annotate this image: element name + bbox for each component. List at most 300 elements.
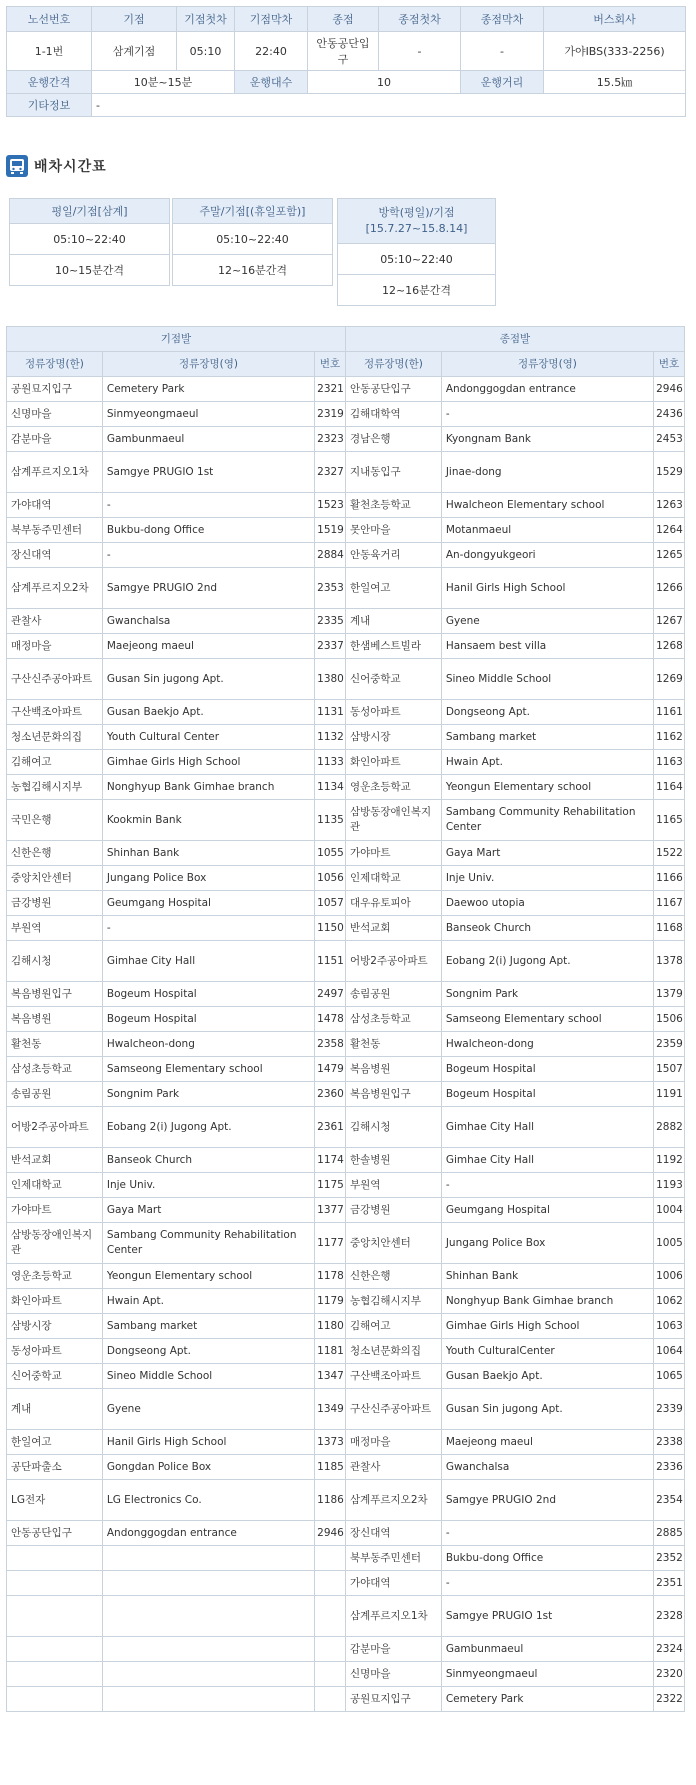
outbound-stop-name-en	[102, 1571, 314, 1596]
inbound-stop-name-kr: 공원묘지입구	[345, 1687, 441, 1712]
table-row	[7, 775, 685, 800]
inbound-stop-number: 1167	[654, 891, 685, 916]
inbound-stop-name-en: Bogeum Hospital	[441, 1082, 653, 1107]
outbound-stop-name-kr: 안동공단입구	[7, 1521, 103, 1546]
inbound-stop-name-kr: 활천초등학교	[345, 493, 441, 518]
inbound-stop-name-kr: 대우유토피아	[345, 891, 441, 916]
outbound-stop-name-en	[102, 1662, 314, 1687]
outbound-stop-number: 1523	[315, 493, 346, 518]
outbound-stop-name-kr	[7, 1637, 103, 1662]
outbound-stop-name-kr: 부원역	[7, 916, 103, 941]
inbound-stop-name-kr: 중앙치안센터	[345, 1223, 441, 1264]
inbound-stop-number: 2338	[654, 1430, 685, 1455]
table-row	[7, 1173, 685, 1198]
header-end-first: 종점첫차	[379, 7, 461, 32]
inbound-stop-name-en: Samgye PRUGIO 1st	[441, 1596, 653, 1637]
inbound-stop-name-en: Eobang 2(i) Jugong Apt.	[441, 941, 653, 982]
table-row	[7, 1339, 685, 1364]
inbound-stop-name-en: Daewoo utopia	[441, 891, 653, 916]
table-row	[7, 866, 685, 891]
outbound-stop-number: 1478	[315, 1007, 346, 1032]
route-end-first: -	[379, 32, 461, 71]
timetable-period: [15.7.27~15.8.14]	[365, 222, 468, 235]
inbound-stop-name-kr: 가야마트	[345, 841, 441, 866]
inbound-stop-name-kr: 활천동	[345, 1032, 441, 1057]
outbound-stop-name-kr: 활천동	[7, 1032, 103, 1057]
outbound-stop-name-en: Samgye PRUGIO 1st	[102, 452, 314, 493]
table-row	[7, 1455, 685, 1480]
inbound-stop-name-kr: 북부동주민센터	[345, 1546, 441, 1571]
inbound-stop-name-en: Songnim Park	[441, 982, 653, 1007]
table-row	[7, 891, 685, 916]
inbound-stop-name-kr: 화인아파트	[345, 750, 441, 775]
outbound-stop-name-en: -	[102, 543, 314, 568]
col-stop-no: 번호	[654, 352, 685, 377]
inbound-stop-number: 1165	[654, 800, 685, 841]
outbound-stop-name-en: Kookmin Bank	[102, 800, 314, 841]
inbound-stop-name-kr: 신명마을	[345, 1662, 441, 1687]
inbound-stop-number: 1062	[654, 1289, 685, 1314]
inbound-stop-name-kr: 신어중학교	[345, 659, 441, 700]
inbound-stop-number: 2436	[654, 402, 685, 427]
outbound-stop-name-en	[102, 1596, 314, 1637]
table-row	[7, 1007, 685, 1032]
outbound-stop-name-kr: 장신대역	[7, 543, 103, 568]
outbound-stop-name-kr: 청소년문화의집	[7, 725, 103, 750]
inbound-stop-number: 2885	[654, 1521, 685, 1546]
outbound-stop-name-kr: 김해시청	[7, 941, 103, 982]
outbound-stop-name-en: Gusan Baekjo Apt.	[102, 700, 314, 725]
outbound-stop-name-en: Andonggogdan entrance	[102, 1521, 314, 1546]
inbound-stop-number: 1506	[654, 1007, 685, 1032]
from-end-header: 종점발	[345, 327, 684, 352]
outbound-stop-name-en: Nonghyup Bank Gimhae branch	[102, 775, 314, 800]
inbound-stop-name-kr: 구산백조아파트	[345, 1364, 441, 1389]
table-row	[7, 493, 685, 518]
timetable-title: 평일/기점[삼계]	[10, 199, 170, 224]
inbound-stop-name-kr: 구산신주공아파트	[345, 1389, 441, 1430]
inbound-stop-name-en: Inje Univ.	[441, 866, 653, 891]
inbound-stop-number: 1193	[654, 1173, 685, 1198]
table-row	[7, 1364, 685, 1389]
outbound-stop-name-en: -	[102, 493, 314, 518]
inbound-stop-name-en: Gwanchalsa	[441, 1455, 653, 1480]
from-start-header: 기점발	[7, 327, 346, 352]
outbound-stop-name-en	[102, 1546, 314, 1571]
inbound-stop-number: 1192	[654, 1148, 685, 1173]
table-row	[7, 1264, 685, 1289]
outbound-stop-name-kr: 농협김해시지부	[7, 775, 103, 800]
table-row	[7, 659, 685, 700]
inbound-stop-number: 1378	[654, 941, 685, 982]
inbound-stop-name-kr: 금강병원	[345, 1198, 441, 1223]
outbound-stop-number	[315, 1546, 346, 1571]
inbound-stop-number: 1522	[654, 841, 685, 866]
inbound-stop-name-kr: 영운초등학교	[345, 775, 441, 800]
table-row	[7, 427, 685, 452]
table-row	[7, 1198, 685, 1223]
outbound-stop-name-kr: 김해여고	[7, 750, 103, 775]
outbound-stop-name-en: Youth Cultural Center	[102, 725, 314, 750]
outbound-stop-number: 1132	[315, 725, 346, 750]
outbound-stop-name-en: Gimhae City Hall	[102, 941, 314, 982]
inbound-stop-name-en: Motanmaeul	[441, 518, 653, 543]
outbound-stop-name-en: Gimhae Girls High School	[102, 750, 314, 775]
table-row	[7, 1662, 685, 1687]
outbound-stop-name-kr: 삼계푸르지오1차	[7, 452, 103, 493]
inbound-stop-name-en: Yeongun Elementary school	[441, 775, 653, 800]
inbound-stop-name-en: Hwain Apt.	[441, 750, 653, 775]
inbound-stop-number: 1164	[654, 775, 685, 800]
section-title-text: 배차시간표	[34, 159, 107, 175]
inbound-stop-number: 1267	[654, 609, 685, 634]
inbound-stop-name-kr: 감분마을	[345, 1637, 441, 1662]
outbound-stop-name-en: Samseong Elementary school	[102, 1057, 314, 1082]
inbound-stop-number: 1263	[654, 493, 685, 518]
inbound-stop-number: 1268	[654, 634, 685, 659]
inbound-stop-name-en: Gimhae Girls High School	[441, 1314, 653, 1339]
inbound-stop-name-en: Maejeong maeul	[441, 1430, 653, 1455]
inbound-stop-number: 2328	[654, 1596, 685, 1637]
outbound-stop-number: 1177	[315, 1223, 346, 1264]
outbound-stop-number: 2358	[315, 1032, 346, 1057]
outbound-stop-number: 1151	[315, 941, 346, 982]
outbound-stop-name-kr: 동성아파트	[7, 1339, 103, 1364]
outbound-stop-number: 1179	[315, 1289, 346, 1314]
outbound-stop-number: 2319	[315, 402, 346, 427]
outbound-stop-name-kr: 인제대학교	[7, 1173, 103, 1198]
outbound-stop-number: 2361	[315, 1107, 346, 1148]
inbound-stop-name-kr: 농협김해시지부	[345, 1289, 441, 1314]
table-row	[7, 1057, 685, 1082]
inbound-stop-name-kr: 김해대학역	[345, 402, 441, 427]
inbound-stop-name-kr: 삼계푸르지오1차	[345, 1596, 441, 1637]
timetable-interval: 12~16분간격	[338, 275, 496, 306]
outbound-stop-name-en: Hanil Girls High School	[102, 1430, 314, 1455]
inbound-stop-name-kr: 복음병원	[345, 1057, 441, 1082]
inbound-stop-name-en: Gusan Sin jugong Apt.	[441, 1389, 653, 1430]
table-row	[7, 1637, 685, 1662]
route-no: 1-1번	[7, 32, 92, 71]
inbound-stop-number: 1163	[654, 750, 685, 775]
outbound-stop-name-en: Bukbu-dong Office	[102, 518, 314, 543]
timetable-title-cell	[338, 199, 496, 244]
outbound-stop-number: 1181	[315, 1339, 346, 1364]
outbound-stop-name-kr: 삼방동장애인복지관	[7, 1223, 103, 1264]
inbound-stop-name-en: Gimhae City Hall	[441, 1148, 653, 1173]
route-start: 삼계기점	[92, 32, 177, 71]
outbound-stop-number: 1519	[315, 518, 346, 543]
outbound-stop-name-kr: 매정마을	[7, 634, 103, 659]
timetable-vacation	[337, 198, 496, 306]
inbound-stop-name-kr: 김해여고	[345, 1314, 441, 1339]
inbound-stop-name-en: Youth CulturalCenter	[441, 1339, 653, 1364]
outbound-stop-name-kr: 공원묘지입구	[7, 377, 103, 402]
outbound-stop-number: 1479	[315, 1057, 346, 1082]
outbound-stop-number: 1057	[315, 891, 346, 916]
inbound-stop-number: 1168	[654, 916, 685, 941]
inbound-stop-number: 1006	[654, 1264, 685, 1289]
inbound-stop-name-kr: 안동공단입구	[345, 377, 441, 402]
outbound-stop-name-kr: 구산백조아파트	[7, 700, 103, 725]
outbound-stop-name-kr: 신한은행	[7, 841, 103, 866]
route-bus-company: 가야IBS(333-2256)	[544, 32, 686, 71]
timetable-title: 주말/기점[(휴일포함)]	[173, 199, 333, 224]
inbound-stop-number: 2352	[654, 1546, 685, 1571]
inbound-stop-number: 1265	[654, 543, 685, 568]
section-title	[6, 154, 107, 178]
outbound-stop-name-en: Bogeum Hospital	[102, 982, 314, 1007]
table-row	[7, 609, 685, 634]
inbound-stop-name-en: Samgye PRUGIO 2nd	[441, 1480, 653, 1521]
outbound-stop-number: 2327	[315, 452, 346, 493]
inbound-stop-number: 1063	[654, 1314, 685, 1339]
outbound-stop-number	[315, 1662, 346, 1687]
table-row	[7, 402, 685, 427]
inbound-stop-name-en: -	[441, 402, 653, 427]
outbound-stop-name-en: Yeongun Elementary school	[102, 1264, 314, 1289]
inbound-stop-number: 2354	[654, 1480, 685, 1521]
inbound-stop-name-en: Cemetery Park	[441, 1687, 653, 1712]
outbound-stop-name-kr: 복음병원입구	[7, 982, 103, 1007]
table-row	[7, 1571, 685, 1596]
outbound-stop-name-en: Gwanchalsa	[102, 609, 314, 634]
table-row	[7, 700, 685, 725]
inbound-stop-name-en: An-dongyukgeori	[441, 543, 653, 568]
inbound-stop-name-kr: 가야대역	[345, 1571, 441, 1596]
inbound-stop-name-en: -	[441, 1173, 653, 1198]
count-label: 운행대수	[235, 71, 308, 94]
outbound-stop-name-en: Jungang Police Box	[102, 866, 314, 891]
inbound-stop-number: 2351	[654, 1571, 685, 1596]
interval-label: 운행간격	[7, 71, 92, 94]
inbound-stop-number: 1064	[654, 1339, 685, 1364]
outbound-stop-number: 2353	[315, 568, 346, 609]
inbound-stop-number: 2453	[654, 427, 685, 452]
outbound-stop-name-kr: 삼계푸르지오2차	[7, 568, 103, 609]
inbound-stop-name-kr: 한일여고	[345, 568, 441, 609]
inbound-stop-name-en: Jinae-dong	[441, 452, 653, 493]
inbound-stop-number: 1191	[654, 1082, 685, 1107]
inbound-stop-name-en: Geumgang Hospital	[441, 1198, 653, 1223]
outbound-stop-name-kr: 신명마을	[7, 402, 103, 427]
outbound-stop-number	[315, 1687, 346, 1712]
timetable-time: 05:10~22:40	[173, 224, 333, 255]
distance-value: 15.5㎞	[544, 71, 686, 94]
table-row	[7, 543, 685, 568]
route-end-last: -	[461, 32, 544, 71]
inbound-stop-number: 1529	[654, 452, 685, 493]
outbound-stop-name-en: Sambang market	[102, 1314, 314, 1339]
inbound-stop-name-kr: 인제대학교	[345, 866, 441, 891]
stops-body	[7, 377, 685, 1712]
outbound-stop-number: 1174	[315, 1148, 346, 1173]
outbound-stop-name-en: Geumgang Hospital	[102, 891, 314, 916]
outbound-stop-name-kr: 영운초등학교	[7, 1264, 103, 1289]
table-row	[7, 1032, 685, 1057]
outbound-stop-name-kr: 송림공원	[7, 1082, 103, 1107]
outbound-stop-name-en: Eobang 2(i) Jugong Apt.	[102, 1107, 314, 1148]
inbound-stop-name-kr: 삼성초등학교	[345, 1007, 441, 1032]
inbound-stop-name-en: Banseok Church	[441, 916, 653, 941]
outbound-stop-number: 2497	[315, 982, 346, 1007]
inbound-stop-name-kr: 김해시청	[345, 1107, 441, 1148]
inbound-stop-name-kr: 부원역	[345, 1173, 441, 1198]
outbound-stop-name-kr: 어방2주공아파트	[7, 1107, 103, 1148]
outbound-stop-number: 2321	[315, 377, 346, 402]
inbound-stop-name-en: Shinhan Bank	[441, 1264, 653, 1289]
inbound-stop-name-en: Sinmyeongmaeul	[441, 1662, 653, 1687]
outbound-stop-name-kr: 공단파출소	[7, 1455, 103, 1480]
inbound-stop-name-kr: 매정마을	[345, 1430, 441, 1455]
outbound-stop-name-en: Maejeong maeul	[102, 634, 314, 659]
table-row	[7, 377, 685, 402]
outbound-stop-name-kr: 화인아파트	[7, 1289, 103, 1314]
outbound-stop-name-kr: 신어중학교	[7, 1364, 103, 1389]
table-row	[7, 1480, 685, 1521]
table-row	[7, 568, 685, 609]
outbound-stop-name-kr: 관찰사	[7, 609, 103, 634]
timetable-weekday	[9, 198, 170, 286]
outbound-stop-number: 1377	[315, 1198, 346, 1223]
outbound-stop-name-kr	[7, 1546, 103, 1571]
outbound-stop-name-en: Songnim Park	[102, 1082, 314, 1107]
inbound-stop-name-en: Jungang Police Box	[441, 1223, 653, 1264]
inbound-stop-name-kr: 삼방동장애인복지관	[345, 800, 441, 841]
inbound-stop-name-kr: 못안마을	[345, 518, 441, 543]
outbound-stop-number: 1131	[315, 700, 346, 725]
table-row	[7, 634, 685, 659]
outbound-stop-number	[315, 1571, 346, 1596]
outbound-stop-name-kr: 구산신주공아파트	[7, 659, 103, 700]
inbound-stop-name-kr: 장신대역	[345, 1521, 441, 1546]
outbound-stop-name-en: Gongdan Police Box	[102, 1455, 314, 1480]
outbound-stop-name-kr: 삼성초등학교	[7, 1057, 103, 1082]
inbound-stop-name-en: Gusan Baekjo Apt.	[441, 1364, 653, 1389]
outbound-stop-number: 1347	[315, 1364, 346, 1389]
route-start-last: 22:40	[235, 32, 308, 71]
outbound-stop-name-en: LG Electronics Co.	[102, 1480, 314, 1521]
etc-label: 기타정보	[7, 94, 92, 117]
inbound-stop-name-kr: 지내동입구	[345, 452, 441, 493]
outbound-stop-number: 2884	[315, 543, 346, 568]
inbound-stop-name-en: Sambang market	[441, 725, 653, 750]
inbound-stop-name-kr: 송림공원	[345, 982, 441, 1007]
stops-table	[6, 326, 685, 1712]
inbound-stop-number: 2882	[654, 1107, 685, 1148]
outbound-stop-name-en: Dongseong Apt.	[102, 1339, 314, 1364]
inbound-stop-number: 2336	[654, 1455, 685, 1480]
inbound-stop-number: 2320	[654, 1662, 685, 1687]
header-start-first: 기점첫차	[177, 7, 235, 32]
route-end: 안동공단입구	[308, 32, 379, 71]
timetable-interval: 12~16분간격	[173, 255, 333, 286]
table-row	[7, 1148, 685, 1173]
header-end: 종점	[308, 7, 379, 32]
outbound-stop-name-kr	[7, 1687, 103, 1712]
outbound-stop-name-en: Sambang Community Rehabilitation Center	[102, 1223, 314, 1264]
outbound-stop-name-en: Banseok Church	[102, 1148, 314, 1173]
inbound-stop-name-en: Hwalcheon Elementary school	[441, 493, 653, 518]
inbound-stop-number: 2322	[654, 1687, 685, 1712]
inbound-stop-number: 2339	[654, 1389, 685, 1430]
table-row	[7, 518, 685, 543]
inbound-stop-name-kr: 어방2주공아파트	[345, 941, 441, 982]
etc-value: -	[92, 94, 686, 117]
inbound-stop-name-en: Bogeum Hospital	[441, 1057, 653, 1082]
outbound-stop-number	[315, 1596, 346, 1637]
inbound-stop-name-kr: 한솔병원	[345, 1148, 441, 1173]
inbound-stop-number: 2359	[654, 1032, 685, 1057]
outbound-stop-name-en: Cemetery Park	[102, 377, 314, 402]
outbound-stop-name-en	[102, 1637, 314, 1662]
outbound-stop-number: 2946	[315, 1521, 346, 1546]
outbound-stop-name-kr	[7, 1662, 103, 1687]
inbound-stop-name-en: Gambunmaeul	[441, 1637, 653, 1662]
outbound-stop-name-en: Hwain Apt.	[102, 1289, 314, 1314]
table-row	[7, 1107, 685, 1148]
timetable-time: 05:10~22:40	[338, 244, 496, 275]
outbound-stop-name-en: Gusan Sin jugong Apt.	[102, 659, 314, 700]
table-row	[7, 1521, 685, 1546]
col-stop-en: 정류장명(영)	[102, 352, 314, 377]
outbound-stop-name-en: Gambunmaeul	[102, 427, 314, 452]
outbound-stop-number: 2360	[315, 1082, 346, 1107]
inbound-stop-name-kr: 계내	[345, 609, 441, 634]
outbound-stop-name-en: Hwalcheon-dong	[102, 1032, 314, 1057]
table-row	[7, 1546, 685, 1571]
inbound-stop-name-kr: 복음병원입구	[345, 1082, 441, 1107]
bus-icon	[6, 155, 28, 177]
inbound-stop-number: 2946	[654, 377, 685, 402]
inbound-stop-number: 1379	[654, 982, 685, 1007]
inbound-stop-name-en: Gimhae City Hall	[441, 1107, 653, 1148]
outbound-stop-name-kr	[7, 1596, 103, 1637]
outbound-stop-number: 1178	[315, 1264, 346, 1289]
outbound-stop-name-en: -	[102, 916, 314, 941]
table-row	[7, 916, 685, 941]
outbound-stop-name-kr	[7, 1571, 103, 1596]
outbound-stop-number: 1055	[315, 841, 346, 866]
outbound-stop-name-en: Sineo Middle School	[102, 1364, 314, 1389]
inbound-stop-name-en: Gaya Mart	[441, 841, 653, 866]
inbound-stop-name-en: Bukbu-dong Office	[441, 1546, 653, 1571]
inbound-stop-name-kr: 청소년문화의집	[345, 1339, 441, 1364]
outbound-stop-name-en: Bogeum Hospital	[102, 1007, 314, 1032]
header-bus-company: 버스회사	[544, 7, 686, 32]
table-row	[7, 1082, 685, 1107]
inbound-stop-name-kr: 한샘베스트빌라	[345, 634, 441, 659]
timetable-weekend	[172, 198, 333, 286]
inbound-stop-name-en: Hansaem best villa	[441, 634, 653, 659]
outbound-stop-name-en: Inje Univ.	[102, 1173, 314, 1198]
header-end-last: 종점막차	[461, 7, 544, 32]
inbound-stop-name-en: Sineo Middle School	[441, 659, 653, 700]
table-row	[7, 1430, 685, 1455]
inbound-stop-name-kr: 관찰사	[345, 1455, 441, 1480]
inbound-stop-name-en: -	[441, 1521, 653, 1546]
outbound-stop-number: 1175	[315, 1173, 346, 1198]
table-row	[7, 1596, 685, 1637]
outbound-stop-name-kr: 북부동주민센터	[7, 518, 103, 543]
interval-value: 10분~15분	[92, 71, 235, 94]
outbound-stop-number: 1185	[315, 1455, 346, 1480]
outbound-stop-name-en: Sinmyeongmaeul	[102, 402, 314, 427]
table-row	[7, 1223, 685, 1264]
inbound-stop-name-kr: 삼계푸르지오2차	[345, 1480, 441, 1521]
inbound-stop-number: 1507	[654, 1057, 685, 1082]
outbound-stop-number: 2323	[315, 427, 346, 452]
